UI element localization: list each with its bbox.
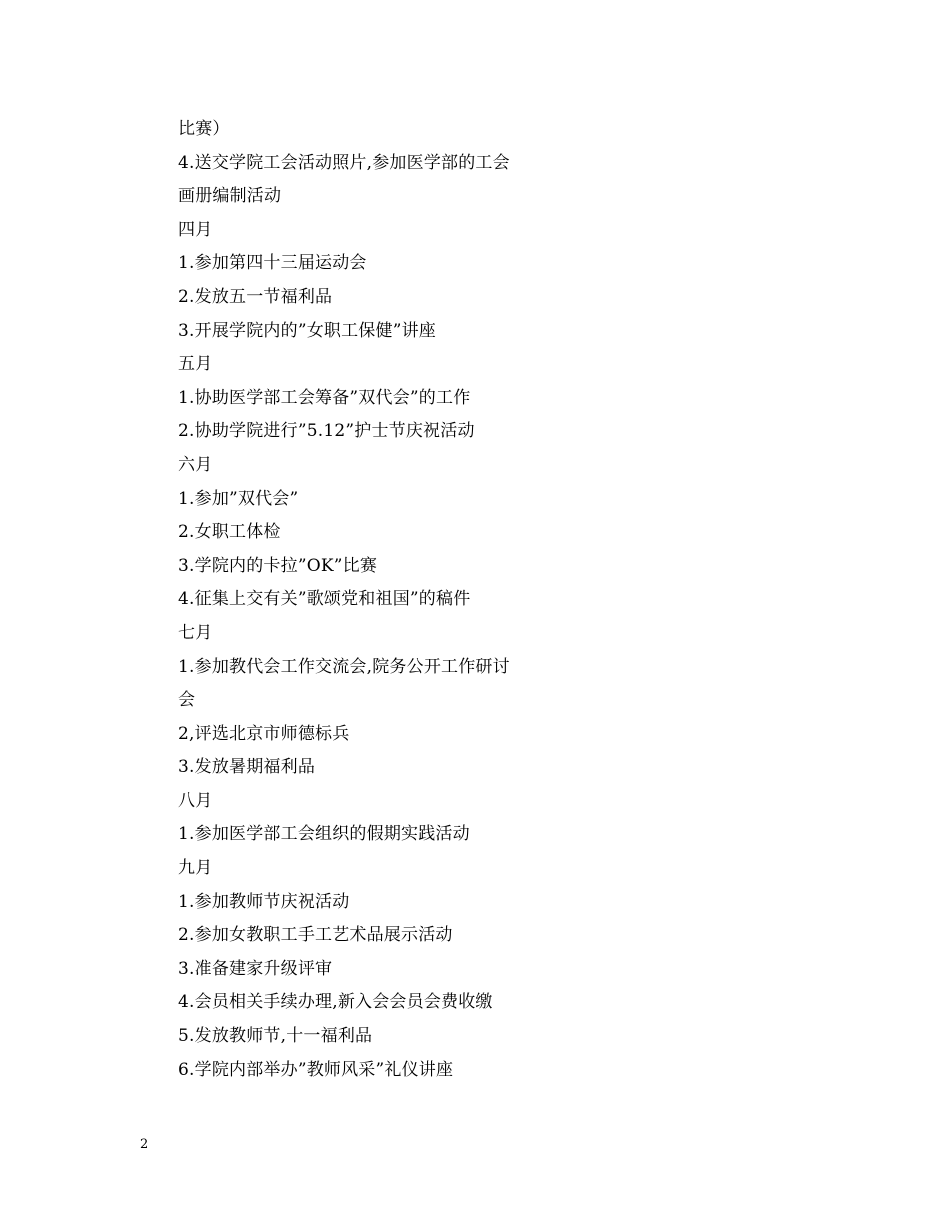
text-line: 2.女职工体检 — [178, 522, 281, 543]
text-line: 5.发放教师节,十一福利品 — [178, 1026, 373, 1047]
text-line: 1.参加医学部工会组织的假期实践活动 — [178, 824, 470, 845]
text-line: 2,评选北京市师德标兵 — [178, 723, 350, 744]
month-heading: 八月 — [178, 790, 213, 811]
text-line: 1.参加”双代会” — [178, 488, 299, 509]
text-line: 3.学院内的卡拉”OK”比赛 — [178, 555, 378, 576]
text-line: 1.参加教师节庆祝活动 — [178, 891, 350, 912]
text-line: 3.准备建家升级评审 — [178, 958, 333, 979]
text-line: 1.参加第四十三届运动会 — [178, 253, 367, 274]
document-body — [178, 113, 558, 1087]
text-line: 3.发放暑期福利品 — [178, 757, 316, 778]
text-line: 3.开展学院内的”女职工保健”讲座 — [178, 320, 437, 341]
text-line: 1.协助医学部工会筹备”双代会”的工作 — [178, 387, 471, 408]
text-line: 2.发放五一节福利品 — [178, 286, 333, 307]
text-line: 4.送交学院工会活动照片,参加医学部的工会 — [178, 152, 510, 173]
text-line: 画册编制活动 — [178, 186, 282, 207]
month-heading: 四月 — [178, 219, 213, 240]
text-line: 6.学院内部举办”教师风采”礼仪讲座 — [178, 1059, 454, 1080]
text-line: 1.参加教代会工作交流会,院务公开工作研讨 — [178, 656, 510, 677]
text-line: 2.协助学院进行”5.12”护士节庆祝活动 — [178, 421, 475, 442]
text-line: 2.参加女教职工手工艺术品展示活动 — [178, 925, 453, 946]
month-heading: 六月 — [178, 454, 213, 475]
text-line: 比赛） — [178, 119, 230, 139]
text-line: 4.会员相关手续办理,新入会会员会费收缴 — [178, 992, 493, 1013]
month-heading: 九月 — [178, 858, 213, 879]
text-line: 会 — [178, 690, 196, 711]
page-number: 2 — [140, 1137, 149, 1152]
text-line: 4.征集上交有关”歌颂党和祖国”的稿件 — [178, 589, 471, 610]
month-heading: 五月 — [178, 354, 213, 375]
month-heading: 七月 — [178, 622, 213, 643]
